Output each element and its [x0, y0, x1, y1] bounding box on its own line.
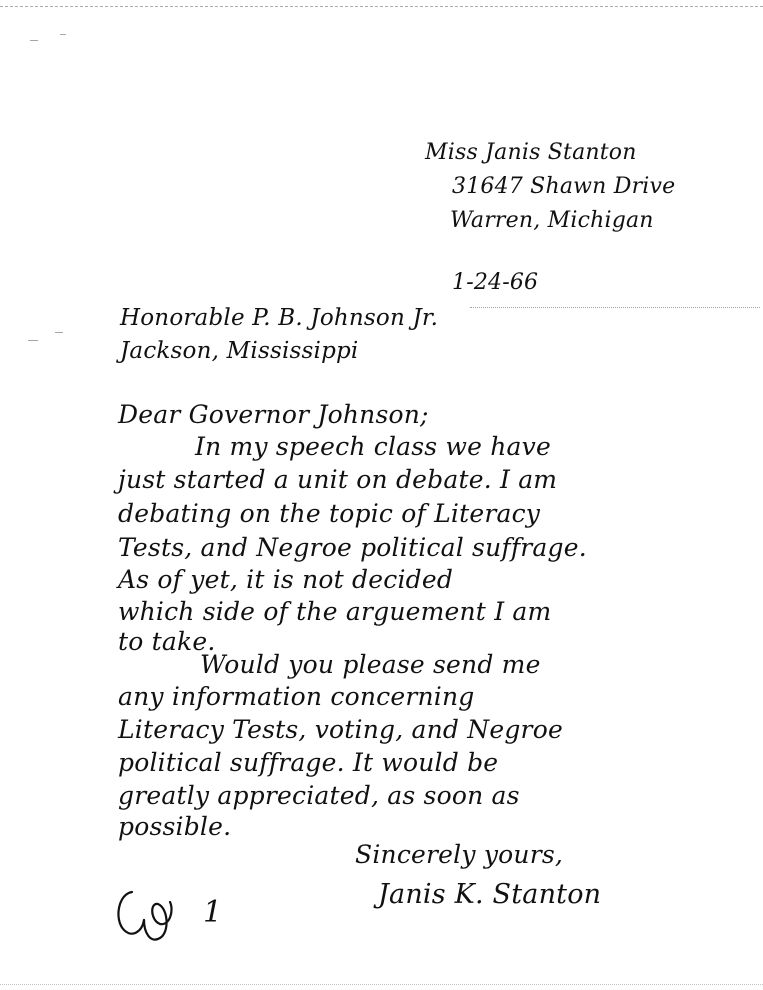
body-line: just started a unit on debate. I am [118, 465, 558, 494]
body-line: As of yet, it is not decided [118, 565, 454, 594]
file-mark-number: 1 [203, 895, 223, 930]
sender-street: 31647 Shawn Drive [452, 174, 676, 199]
scan-speck [30, 40, 38, 41]
body-line: political suffrage. It would be [118, 748, 499, 777]
body-line: debating on the topic of Literacy [118, 499, 541, 528]
body-line: any information concerning [118, 682, 475, 711]
signature: Janis K. Stanton [378, 879, 602, 910]
body-line: which side of the arguement I am [118, 597, 552, 626]
scan-speck [55, 332, 63, 333]
body-line: Tests, and Negroe political suffrage. [118, 533, 587, 562]
closing: Sincerely yours, [355, 840, 564, 869]
body-line: Literacy Tests, voting, and Negroe [118, 715, 563, 744]
body-line: greatly appreciated, as soon as [118, 781, 520, 810]
body-line: possible. [118, 812, 232, 841]
recipient-city: Jackson, Mississippi [120, 338, 359, 364]
sender-city: Warren, Michigan [450, 208, 654, 233]
body-line: Would you please send me [200, 650, 541, 679]
body-line: In my speech class we have [195, 432, 551, 461]
sender-name: Miss Janis Stanton [425, 140, 637, 165]
letter-date: 1-24-66 [452, 270, 539, 295]
scan-speck [28, 340, 38, 341]
header-rule [470, 307, 760, 308]
recipient-name: Honorable P. B. Johnson Jr. [120, 305, 439, 331]
salutation: Dear Governor Johnson; [118, 400, 429, 429]
scan-speck [60, 34, 66, 35]
bottom-edge-line [0, 984, 763, 985]
top-edge-line [0, 6, 763, 7]
body-line: to take. [118, 627, 216, 656]
